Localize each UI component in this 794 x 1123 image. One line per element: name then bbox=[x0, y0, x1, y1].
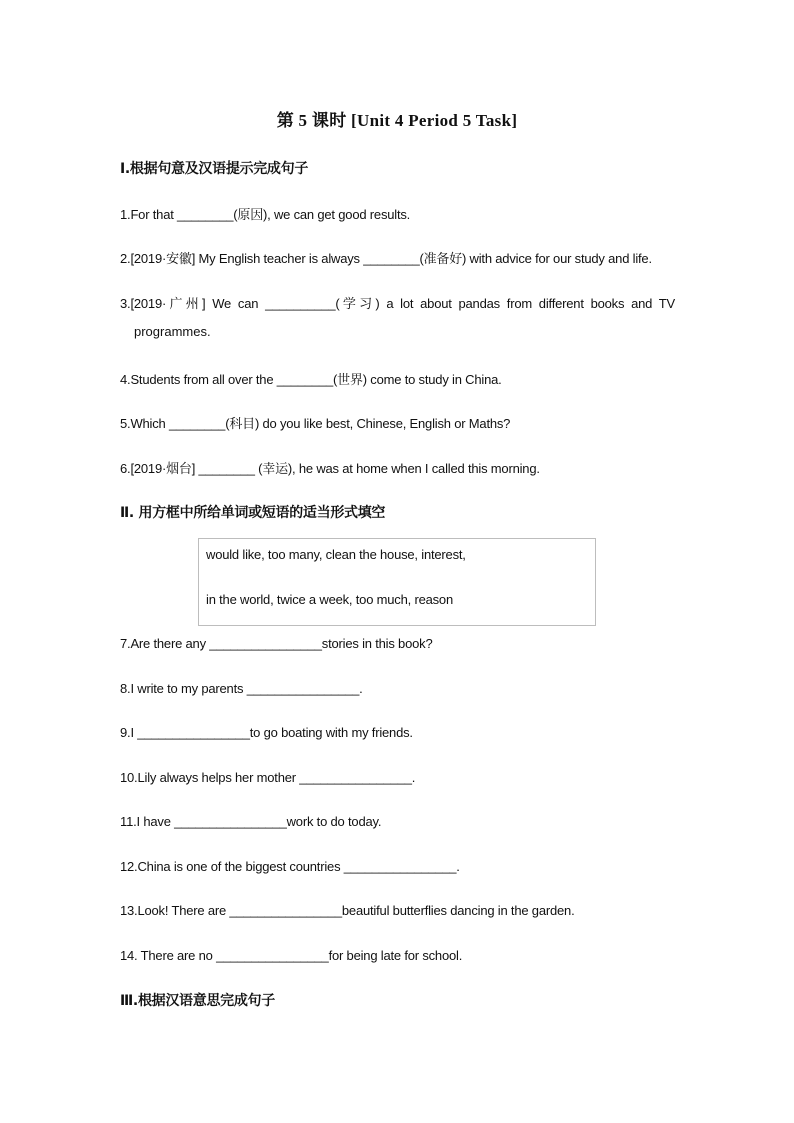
question-11: 11.I have ________________work to do today. bbox=[120, 814, 382, 829]
question-13: 13.Look! There are ________________beautiful butterflies dancing in the garden. bbox=[120, 903, 575, 918]
word-box bbox=[198, 538, 596, 626]
page-title: 第 5 课时 [Unit 4 Period 5 Task] bbox=[276, 111, 518, 130]
question-9: 9.I ________________to go boating with my friends. bbox=[120, 725, 413, 740]
question-14: 14. There are no ________________for being late for school. bbox=[120, 948, 463, 963]
question-3-continued: programmes. bbox=[134, 324, 211, 339]
question-3: 3.[2019·广州] We can __________(学习) a lot about pandas from different books and TV bbox=[120, 296, 675, 311]
question-5: 5.Which ________(科目) do you like best, Chinese, English or Maths? bbox=[120, 416, 511, 431]
question-2: 2.[2019·安徽] My English teacher is always ________(准备好) with advice for our study and life. bbox=[120, 251, 652, 266]
question-4: 4.Students from all over the ________(世界) come to study in China. bbox=[120, 372, 502, 387]
section-2-heading: Ⅱ. 用方框中所给单词或短语的适当形式填空 bbox=[120, 505, 386, 521]
section-3-heading: Ⅲ.根据汉语意思完成句子 bbox=[120, 993, 275, 1009]
question-1: 1.For that ________(原因), we can get good results. bbox=[120, 207, 411, 222]
section-1-heading: Ⅰ.根据句意及汉语提示完成句子 bbox=[120, 161, 309, 177]
question-8: 8.I write to my parents ________________. bbox=[120, 681, 363, 696]
question-7: 7.Are there any ________________stories in this book? bbox=[120, 636, 433, 651]
question-6: 6.[2019·烟台] ________ (幸运), he was at home when I called this morning. bbox=[120, 461, 540, 476]
word-box-line-2: in the world, twice a week, too much, reason bbox=[206, 592, 453, 607]
word-box-line-1: would like, too many, clean the house, interest, bbox=[206, 547, 466, 562]
question-12: 12.China is one of the biggest countries ________________. bbox=[120, 859, 460, 874]
question-10: 10.Lily always helps her mother ________________. bbox=[120, 770, 416, 785]
